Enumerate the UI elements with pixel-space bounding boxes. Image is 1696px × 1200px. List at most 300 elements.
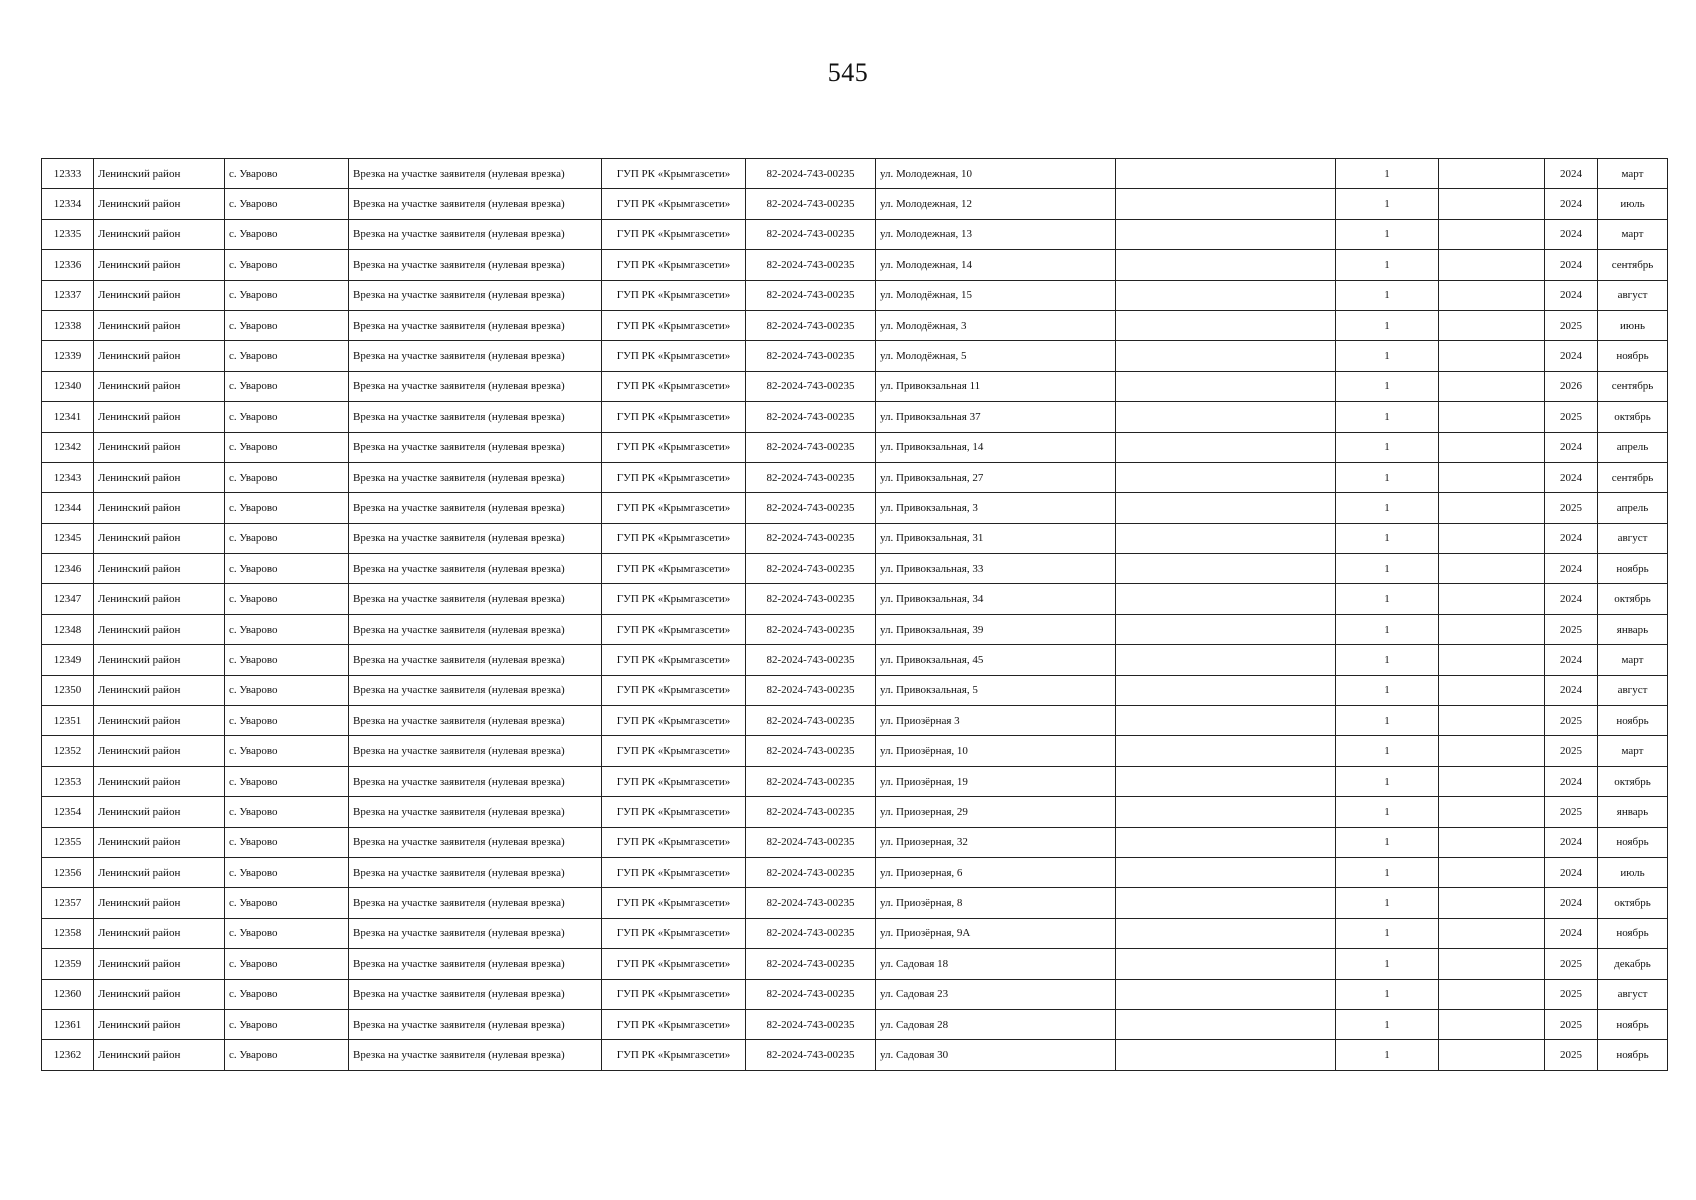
year-cell: 2025 (1545, 614, 1598, 644)
work-type-cell: Врезка на участке заявителя (нулевая врезка) (349, 523, 602, 553)
settlement-cell: с. Уварово (225, 462, 349, 492)
table-row (42, 645, 1668, 675)
organization-cell: ГУП РК «Крымгазсети» (602, 827, 746, 857)
empty-cell (1116, 1009, 1336, 1039)
month-cell: январь (1598, 614, 1668, 644)
code-cell: 82-2024-743-00235 (746, 827, 876, 857)
quantity-cell: 1 (1336, 189, 1439, 219)
empty-cell (1116, 614, 1336, 644)
work-type-cell: Врезка на участке заявителя (нулевая врезка) (349, 797, 602, 827)
quantity-cell: 1 (1336, 645, 1439, 675)
year-cell: 2025 (1545, 1040, 1598, 1070)
empty-cell (1439, 949, 1545, 979)
empty-cell (1439, 310, 1545, 340)
district-cell: Ленинский район (94, 857, 225, 887)
district-cell: Ленинский район (94, 493, 225, 523)
table-row (42, 402, 1668, 432)
settlement-cell: с. Уварово (225, 584, 349, 614)
organization-cell: ГУП РК «Крымгазсети» (602, 979, 746, 1009)
year-cell: 2026 (1545, 371, 1598, 401)
work-type-cell: Врезка на участке заявителя (нулевая врезка) (349, 614, 602, 644)
empty-cell (1116, 797, 1336, 827)
quantity-cell: 1 (1336, 1009, 1439, 1039)
code-cell: 82-2024-743-00235 (746, 523, 876, 553)
empty-cell (1439, 857, 1545, 887)
address-cell: ул. Привокзальная, 27 (876, 462, 1116, 492)
district-cell: Ленинский район (94, 523, 225, 553)
year-cell: 2024 (1545, 159, 1598, 189)
empty-cell (1116, 189, 1336, 219)
month-cell: ноябрь (1598, 554, 1668, 584)
empty-cell (1116, 857, 1336, 887)
district-cell: Ленинский район (94, 219, 225, 249)
year-cell: 2024 (1545, 827, 1598, 857)
work-type-cell: Врезка на участке заявителя (нулевая врезка) (349, 827, 602, 857)
address-cell: ул. Молодежная, 10 (876, 159, 1116, 189)
row-number: 12352 (42, 736, 94, 766)
empty-cell (1116, 250, 1336, 280)
work-type-cell: Врезка на участке заявителя (нулевая врезка) (349, 432, 602, 462)
district-cell: Ленинский район (94, 554, 225, 584)
row-number: 12357 (42, 888, 94, 918)
code-cell: 82-2024-743-00235 (746, 371, 876, 401)
empty-cell (1116, 979, 1336, 1009)
organization-cell: ГУП РК «Крымгазсети» (602, 918, 746, 948)
organization-cell: ГУП РК «Крымгазсети» (602, 310, 746, 340)
empty-cell (1116, 523, 1336, 553)
address-cell: ул. Приозерная, 32 (876, 827, 1116, 857)
empty-cell (1439, 584, 1545, 614)
table-row (42, 675, 1668, 705)
code-cell: 82-2024-743-00235 (746, 219, 876, 249)
empty-cell (1439, 614, 1545, 644)
settlement-cell: с. Уварово (225, 827, 349, 857)
month-cell: март (1598, 159, 1668, 189)
district-cell: Ленинский район (94, 614, 225, 644)
table-row (42, 736, 1668, 766)
address-cell: ул. Привокзальная, 33 (876, 554, 1116, 584)
year-cell: 2024 (1545, 554, 1598, 584)
row-number: 12341 (42, 402, 94, 432)
address-cell: ул. Привокзальная, 39 (876, 614, 1116, 644)
empty-cell (1116, 766, 1336, 796)
organization-cell: ГУП РК «Крымгазсети» (602, 402, 746, 432)
code-cell: 82-2024-743-00235 (746, 797, 876, 827)
empty-cell (1116, 493, 1336, 523)
empty-cell (1116, 554, 1336, 584)
year-cell: 2025 (1545, 736, 1598, 766)
empty-cell (1439, 1040, 1545, 1070)
row-number: 12344 (42, 493, 94, 523)
address-cell: ул. Приозёрная, 10 (876, 736, 1116, 766)
work-type-cell: Врезка на участке заявителя (нулевая врезка) (349, 280, 602, 310)
row-number: 12353 (42, 766, 94, 796)
address-cell: ул. Приозёрная, 19 (876, 766, 1116, 796)
table-row (42, 766, 1668, 796)
empty-cell (1116, 219, 1336, 249)
address-cell: ул. Молодёжная, 5 (876, 341, 1116, 371)
empty-cell (1116, 675, 1336, 705)
organization-cell: ГУП РК «Крымгазсети» (602, 250, 746, 280)
code-cell: 82-2024-743-00235 (746, 159, 876, 189)
code-cell: 82-2024-743-00235 (746, 1040, 876, 1070)
table-row (42, 189, 1668, 219)
address-cell: ул. Привокзальная 37 (876, 402, 1116, 432)
address-cell: ул. Привокзальная, 5 (876, 675, 1116, 705)
settlement-cell: с. Уварово (225, 766, 349, 796)
district-cell: Ленинский район (94, 827, 225, 857)
organization-cell: ГУП РК «Крымгазсети» (602, 280, 746, 310)
address-cell: ул. Молодёжная, 15 (876, 280, 1116, 310)
work-type-cell: Врезка на участке заявителя (нулевая врезка) (349, 371, 602, 401)
quantity-cell: 1 (1336, 736, 1439, 766)
row-number: 12348 (42, 614, 94, 644)
code-cell: 82-2024-743-00235 (746, 189, 876, 219)
settlement-cell: с. Уварово (225, 402, 349, 432)
table-row (42, 159, 1668, 189)
district-cell: Ленинский район (94, 675, 225, 705)
settlement-cell: с. Уварово (225, 523, 349, 553)
empty-cell (1116, 159, 1336, 189)
empty-cell (1439, 979, 1545, 1009)
settlement-cell: с. Уварово (225, 1009, 349, 1039)
work-type-cell: Врезка на участке заявителя (нулевая врезка) (349, 949, 602, 979)
empty-cell (1439, 554, 1545, 584)
row-number: 12342 (42, 432, 94, 462)
code-cell: 82-2024-743-00235 (746, 584, 876, 614)
row-number: 12355 (42, 827, 94, 857)
address-cell: ул. Приозёрная, 9А (876, 918, 1116, 948)
settlement-cell: с. Уварово (225, 554, 349, 584)
organization-cell: ГУП РК «Крымгазсети» (602, 949, 746, 979)
work-type-cell: Врезка на участке заявителя (нулевая врезка) (349, 310, 602, 340)
year-cell: 2024 (1545, 280, 1598, 310)
row-number: 12336 (42, 250, 94, 280)
work-type-cell: Врезка на участке заявителя (нулевая врезка) (349, 189, 602, 219)
row-number: 12334 (42, 189, 94, 219)
address-cell: ул. Молодёжная, 3 (876, 310, 1116, 340)
settlement-cell: с. Уварово (225, 310, 349, 340)
code-cell: 82-2024-743-00235 (746, 979, 876, 1009)
month-cell: июнь (1598, 310, 1668, 340)
quantity-cell: 1 (1336, 1040, 1439, 1070)
empty-cell (1116, 918, 1336, 948)
quantity-cell: 1 (1336, 523, 1439, 553)
district-cell: Ленинский район (94, 189, 225, 219)
address-cell: ул. Привокзальная, 31 (876, 523, 1116, 553)
address-cell: ул. Привокзальная, 14 (876, 432, 1116, 462)
work-type-cell: Врезка на участке заявителя (нулевая врезка) (349, 462, 602, 492)
year-cell: 2024 (1545, 341, 1598, 371)
address-cell: ул. Садовая 18 (876, 949, 1116, 979)
organization-cell: ГУП РК «Крымгазсети» (602, 341, 746, 371)
year-cell: 2024 (1545, 523, 1598, 553)
empty-cell (1439, 462, 1545, 492)
table-row (42, 554, 1668, 584)
code-cell: 82-2024-743-00235 (746, 493, 876, 523)
empty-cell (1116, 402, 1336, 432)
table-row (42, 341, 1668, 371)
year-cell: 2024 (1545, 432, 1598, 462)
row-number: 12333 (42, 159, 94, 189)
address-cell: ул. Привокзальная, 34 (876, 584, 1116, 614)
district-cell: Ленинский район (94, 250, 225, 280)
table-row (42, 706, 1668, 736)
district-cell: Ленинский район (94, 341, 225, 371)
row-number: 12339 (42, 341, 94, 371)
month-cell: март (1598, 736, 1668, 766)
organization-cell: ГУП РК «Крымгазсети» (602, 797, 746, 827)
district-cell: Ленинский район (94, 645, 225, 675)
quantity-cell: 1 (1336, 979, 1439, 1009)
district-cell: Ленинский район (94, 797, 225, 827)
code-cell: 82-2024-743-00235 (746, 250, 876, 280)
empty-cell (1439, 645, 1545, 675)
year-cell: 2024 (1545, 584, 1598, 614)
district-cell: Ленинский район (94, 371, 225, 401)
table-row (42, 918, 1668, 948)
settlement-cell: с. Уварово (225, 949, 349, 979)
district-cell: Ленинский район (94, 584, 225, 614)
code-cell: 82-2024-743-00235 (746, 857, 876, 887)
empty-cell (1439, 402, 1545, 432)
organization-cell: ГУП РК «Крымгазсети» (602, 614, 746, 644)
year-cell: 2024 (1545, 766, 1598, 796)
row-number: 12356 (42, 857, 94, 887)
work-type-cell: Врезка на участке заявителя (нулевая врезка) (349, 341, 602, 371)
quantity-cell: 1 (1336, 797, 1439, 827)
settlement-cell: с. Уварово (225, 614, 349, 644)
table-row (42, 250, 1668, 280)
registry-table (41, 158, 1668, 1071)
year-cell: 2025 (1545, 949, 1598, 979)
settlement-cell: с. Уварово (225, 280, 349, 310)
work-type-cell: Врезка на участке заявителя (нулевая врезка) (349, 219, 602, 249)
settlement-cell: с. Уварово (225, 675, 349, 705)
work-type-cell: Врезка на участке заявителя (нулевая врезка) (349, 402, 602, 432)
work-type-cell: Врезка на участке заявителя (нулевая врезка) (349, 706, 602, 736)
month-cell: ноябрь (1598, 1040, 1668, 1070)
month-cell: ноябрь (1598, 706, 1668, 736)
work-type-cell: Врезка на участке заявителя (нулевая врезка) (349, 766, 602, 796)
organization-cell: ГУП РК «Крымгазсети» (602, 159, 746, 189)
code-cell: 82-2024-743-00235 (746, 1009, 876, 1039)
table-row (42, 310, 1668, 340)
district-cell: Ленинский район (94, 402, 225, 432)
organization-cell: ГУП РК «Крымгазсети» (602, 219, 746, 249)
address-cell: ул. Садовая 28 (876, 1009, 1116, 1039)
address-cell: ул. Привокзальная, 45 (876, 645, 1116, 675)
row-number: 12340 (42, 371, 94, 401)
district-cell: Ленинский район (94, 1009, 225, 1039)
table-row (42, 280, 1668, 310)
code-cell: 82-2024-743-00235 (746, 280, 876, 310)
address-cell: ул. Приозёрная 3 (876, 706, 1116, 736)
row-number: 12350 (42, 675, 94, 705)
month-cell: декабрь (1598, 949, 1668, 979)
quantity-cell: 1 (1336, 675, 1439, 705)
code-cell: 82-2024-743-00235 (746, 432, 876, 462)
settlement-cell: с. Уварово (225, 797, 349, 827)
quantity-cell: 1 (1336, 280, 1439, 310)
table-body (42, 159, 1668, 1071)
settlement-cell: с. Уварово (225, 189, 349, 219)
year-cell: 2025 (1545, 1009, 1598, 1039)
settlement-cell: с. Уварово (225, 493, 349, 523)
district-cell: Ленинский район (94, 766, 225, 796)
year-cell: 2024 (1545, 189, 1598, 219)
empty-cell (1439, 766, 1545, 796)
empty-cell (1439, 706, 1545, 736)
table-row (42, 219, 1668, 249)
year-cell: 2024 (1545, 645, 1598, 675)
work-type-cell: Врезка на участке заявителя (нулевая врезка) (349, 493, 602, 523)
month-cell: ноябрь (1598, 918, 1668, 948)
row-number: 12335 (42, 219, 94, 249)
organization-cell: ГУП РК «Крымгазсети» (602, 371, 746, 401)
organization-cell: ГУП РК «Крымгазсети» (602, 645, 746, 675)
quantity-cell: 1 (1336, 402, 1439, 432)
table-row (42, 888, 1668, 918)
empty-cell (1439, 432, 1545, 462)
year-cell: 2025 (1545, 402, 1598, 432)
row-number: 12360 (42, 979, 94, 1009)
month-cell: август (1598, 979, 1668, 1009)
empty-cell (1439, 341, 1545, 371)
quantity-cell: 1 (1336, 949, 1439, 979)
empty-cell (1439, 250, 1545, 280)
month-cell: март (1598, 219, 1668, 249)
row-number: 12362 (42, 1040, 94, 1070)
district-cell: Ленинский район (94, 1040, 225, 1070)
work-type-cell: Врезка на участке заявителя (нулевая врезка) (349, 857, 602, 887)
empty-cell (1116, 280, 1336, 310)
empty-cell (1116, 888, 1336, 918)
code-cell: 82-2024-743-00235 (746, 402, 876, 432)
quantity-cell: 1 (1336, 857, 1439, 887)
code-cell: 82-2024-743-00235 (746, 554, 876, 584)
quantity-cell: 1 (1336, 888, 1439, 918)
settlement-cell: с. Уварово (225, 432, 349, 462)
district-cell: Ленинский район (94, 949, 225, 979)
organization-cell: ГУП РК «Крымгазсети» (602, 706, 746, 736)
year-cell: 2024 (1545, 888, 1598, 918)
table-row (42, 462, 1668, 492)
year-cell: 2025 (1545, 797, 1598, 827)
address-cell: ул. Молодежная, 14 (876, 250, 1116, 280)
code-cell: 82-2024-743-00235 (746, 888, 876, 918)
settlement-cell: с. Уварово (225, 219, 349, 249)
empty-cell (1116, 1040, 1336, 1070)
month-cell: октябрь (1598, 766, 1668, 796)
empty-cell (1116, 584, 1336, 614)
quantity-cell: 1 (1336, 219, 1439, 249)
year-cell: 2024 (1545, 857, 1598, 887)
organization-cell: ГУП РК «Крымгазсети» (602, 523, 746, 553)
organization-cell: ГУП РК «Крымгазсети» (602, 493, 746, 523)
settlement-cell: с. Уварово (225, 1040, 349, 1070)
work-type-cell: Врезка на участке заявителя (нулевая врезка) (349, 159, 602, 189)
year-cell: 2024 (1545, 675, 1598, 705)
work-type-cell: Врезка на участке заявителя (нулевая врезка) (349, 1040, 602, 1070)
month-cell: ноябрь (1598, 827, 1668, 857)
code-cell: 82-2024-743-00235 (746, 614, 876, 644)
empty-cell (1439, 1009, 1545, 1039)
row-number: 12343 (42, 462, 94, 492)
empty-cell (1439, 219, 1545, 249)
quantity-cell: 1 (1336, 159, 1439, 189)
district-cell: Ленинский район (94, 979, 225, 1009)
work-type-cell: Врезка на участке заявителя (нулевая врезка) (349, 1009, 602, 1039)
row-number: 12346 (42, 554, 94, 584)
quantity-cell: 1 (1336, 827, 1439, 857)
organization-cell: ГУП РК «Крымгазсети» (602, 857, 746, 887)
organization-cell: ГУП РК «Крымгазсети» (602, 888, 746, 918)
empty-cell (1116, 827, 1336, 857)
settlement-cell: с. Уварово (225, 371, 349, 401)
quantity-cell: 1 (1336, 918, 1439, 948)
quantity-cell: 1 (1336, 614, 1439, 644)
district-cell: Ленинский район (94, 888, 225, 918)
district-cell: Ленинский район (94, 280, 225, 310)
address-cell: ул. Молодежная, 13 (876, 219, 1116, 249)
empty-cell (1439, 159, 1545, 189)
month-cell: сентябрь (1598, 462, 1668, 492)
empty-cell (1116, 310, 1336, 340)
settlement-cell: с. Уварово (225, 159, 349, 189)
organization-cell: ГУП РК «Крымгазсети» (602, 1009, 746, 1039)
address-cell: ул. Садовая 30 (876, 1040, 1116, 1070)
quantity-cell: 1 (1336, 584, 1439, 614)
work-type-cell: Врезка на участке заявителя (нулевая врезка) (349, 645, 602, 675)
month-cell: август (1598, 280, 1668, 310)
empty-cell (1439, 888, 1545, 918)
table-row (42, 1009, 1668, 1039)
district-cell: Ленинский район (94, 310, 225, 340)
quantity-cell: 1 (1336, 706, 1439, 736)
table-row (42, 584, 1668, 614)
settlement-cell: с. Уварово (225, 736, 349, 766)
year-cell: 2025 (1545, 310, 1598, 340)
table-row (42, 523, 1668, 553)
table-row (42, 493, 1668, 523)
empty-cell (1116, 706, 1336, 736)
code-cell: 82-2024-743-00235 (746, 918, 876, 948)
month-cell: январь (1598, 797, 1668, 827)
empty-cell (1116, 736, 1336, 766)
code-cell: 82-2024-743-00235 (746, 736, 876, 766)
empty-cell (1116, 462, 1336, 492)
empty-cell (1439, 189, 1545, 219)
month-cell: ноябрь (1598, 341, 1668, 371)
settlement-cell: с. Уварово (225, 857, 349, 887)
work-type-cell: Врезка на участке заявителя (нулевая врезка) (349, 918, 602, 948)
table-row (42, 949, 1668, 979)
row-number: 12338 (42, 310, 94, 340)
quantity-cell: 1 (1336, 462, 1439, 492)
organization-cell: ГУП РК «Крымгазсети» (602, 1040, 746, 1070)
code-cell: 82-2024-743-00235 (746, 341, 876, 371)
address-cell: ул. Приозерная, 29 (876, 797, 1116, 827)
code-cell: 82-2024-743-00235 (746, 766, 876, 796)
settlement-cell: с. Уварово (225, 341, 349, 371)
organization-cell: ГУП РК «Крымгазсети» (602, 584, 746, 614)
empty-cell (1439, 493, 1545, 523)
organization-cell: ГУП РК «Крымгазсети» (602, 554, 746, 584)
code-cell: 82-2024-743-00235 (746, 310, 876, 340)
quantity-cell: 1 (1336, 493, 1439, 523)
row-number: 12351 (42, 706, 94, 736)
